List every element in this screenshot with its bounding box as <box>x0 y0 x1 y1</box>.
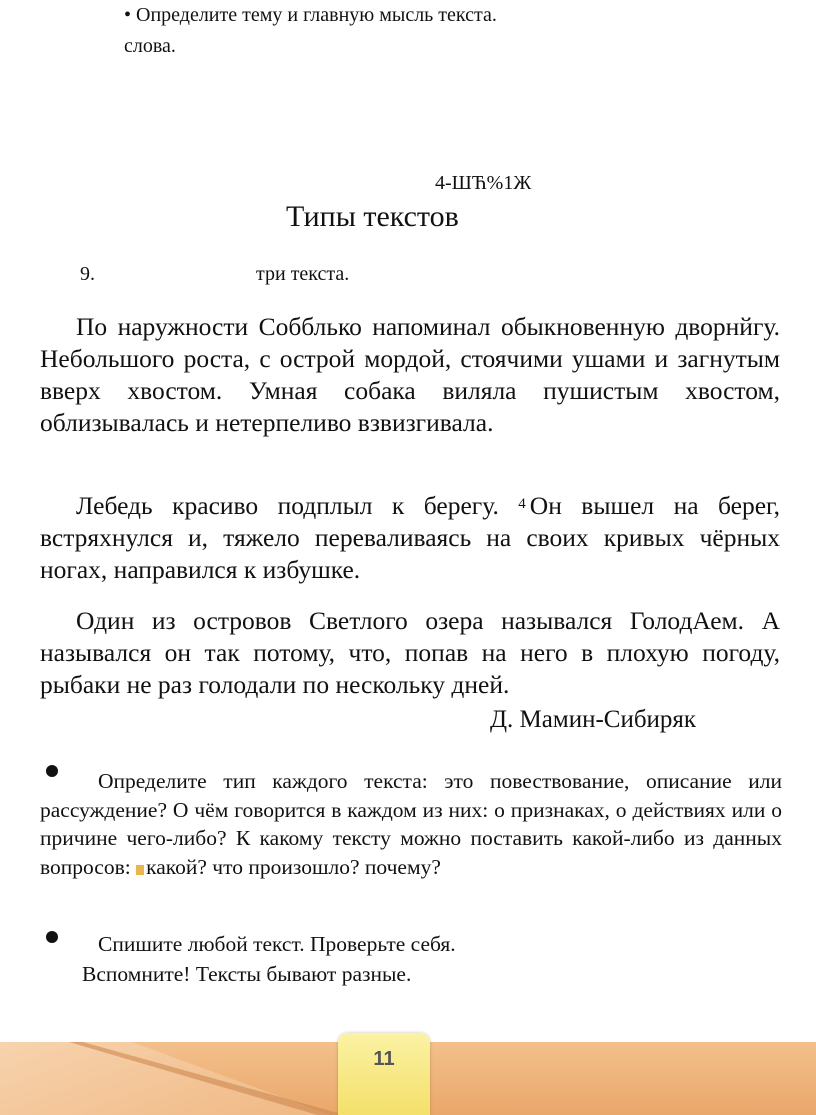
text-3-paragraph <box>40 605 780 701</box>
question-2-text: Спишите любой текст. Проверьте себя. <box>98 932 456 956</box>
top-bullet-line: • Определите тему и главную мысль текста. <box>124 4 497 26</box>
section-title: Типы текстов <box>286 200 459 233</box>
text-2-body-end: Он вышел на берег, встряхнулся и, тяжело переваливаясь на своих кривых чёрных ногах, направился к избушке. <box>40 491 780 584</box>
text-1-paragraph <box>40 311 780 439</box>
page-number-tab <box>338 1033 430 1115</box>
task-text: три текста. <box>256 263 350 285</box>
question-1-end: какой? что произошло? почему? <box>146 854 441 879</box>
superscript-marker: 4 <box>518 496 526 512</box>
page-number: 11 <box>373 1048 395 1070</box>
bullet-icon <box>46 931 58 943</box>
text-2-paragraph <box>40 490 780 586</box>
remember-note: Вспомните! Тексты бывают разные. <box>82 962 412 986</box>
text-2-body-start: Лебедь красиво подплыл к берегу. <box>76 491 499 520</box>
question-1 <box>40 767 782 881</box>
top-words-line: слова. <box>124 35 176 57</box>
task-number: 9. <box>80 263 95 285</box>
text-1-body: По наружности Собблько напоминал обыкновенную дворнйгу. Небольшого роста, с острой мордой, стоячими ушами и загнутым вверх хвостом. Умная собака виляла пушистым хвостом, облизывалась и нетерпеливо взвизгивала. <box>40 312 780 437</box>
text-3-body: Один из островов Светлого озера назывался ГолодАем. А назывался он так потому, что, попав на него в плохую погоду, рыбаки не раз голодали по нескольку дней. <box>40 606 780 699</box>
code-line: 4-ШЋ%1Ж <box>435 172 532 194</box>
highlight-marker-icon <box>136 865 144 875</box>
question-1-text: Определите тип каждого текста: это повествование, описание или рассуждение? О чём говорится в каждом из них: о признаках, о действиях или о причине чего-либо? К какому тексту можно поставить какой-либо из данных вопросов: <box>40 769 782 879</box>
author-signature: Д. Мамин-Сибиряк <box>490 706 697 733</box>
